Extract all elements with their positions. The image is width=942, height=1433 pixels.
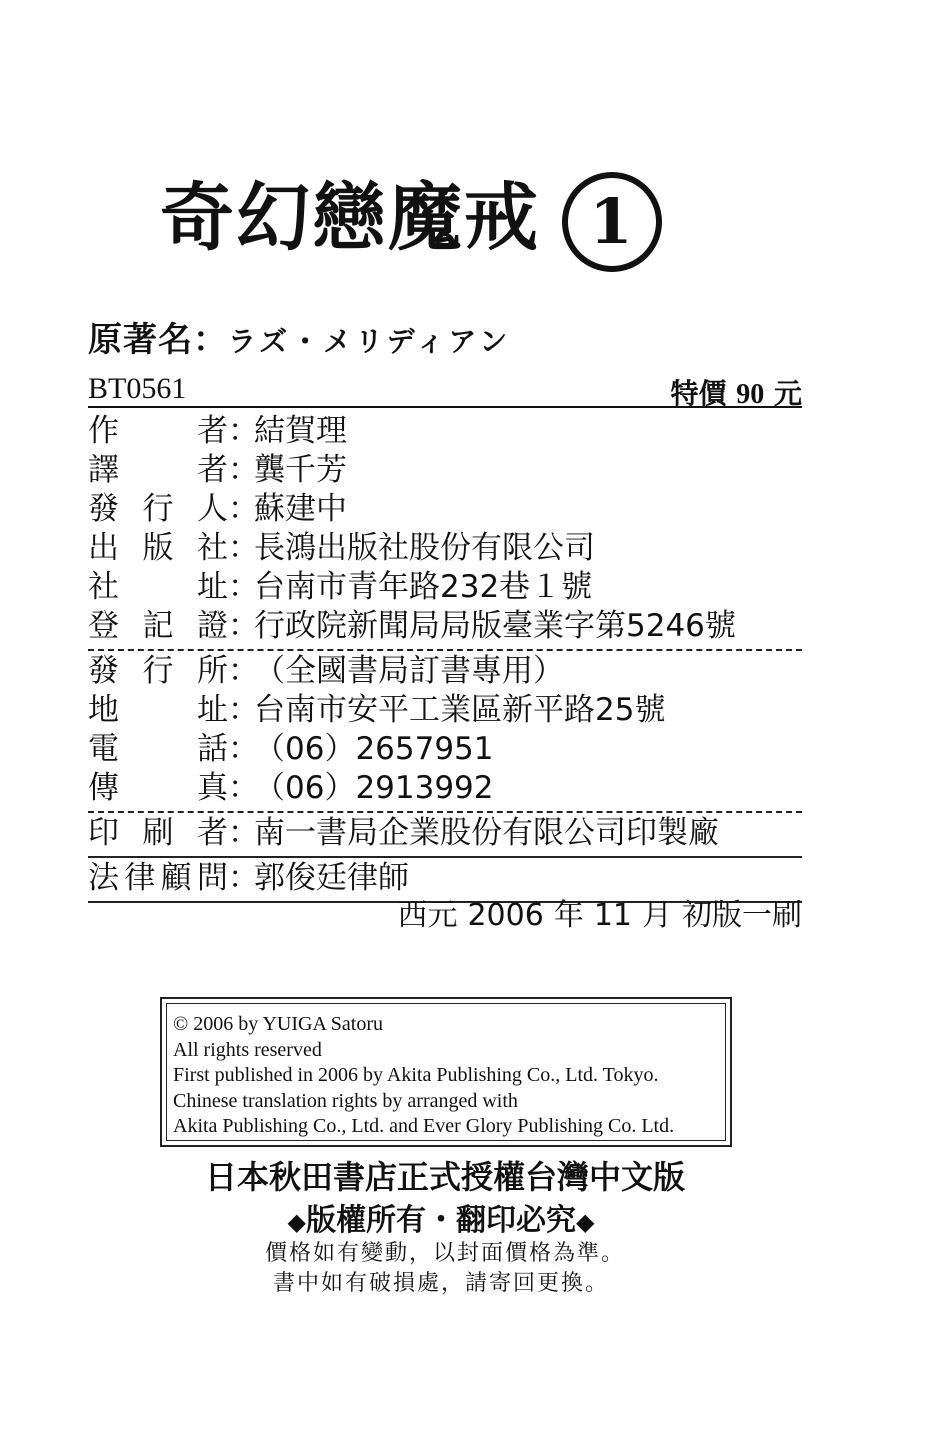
colophon-row: 發 行 所：（全國書局訂書專用）: [88, 653, 564, 689]
volume-number: 1: [562, 172, 662, 272]
row-value: 南一書局企業股份有限公司印製廠: [254, 815, 719, 851]
price-note: 價格如有變動，以封面價格為準。: [264, 1241, 625, 1266]
book-title: [160, 168, 760, 268]
row-label: 社 址: [88, 569, 228, 605]
row-label: 印 刷 者: [88, 815, 228, 851]
copyright-line: All rights reserved: [173, 1038, 322, 1061]
row-label: 地 址: [88, 692, 228, 728]
colophon-row: 電 話：（06）2657951: [88, 731, 494, 767]
colophon-row: 登 記 證：行政院新聞局局版臺業字第5246號: [88, 608, 736, 644]
colophon-table: [88, 412, 802, 904]
row-label: 電 話: [88, 731, 228, 767]
row-value: 長鴻出版社股份有限公司: [254, 530, 595, 566]
divider: [88, 649, 802, 651]
row-value: 行政院新聞局局版臺業字第5246號: [254, 608, 736, 644]
original-title-name: ラズ・メリディアン: [228, 325, 512, 358]
price-unit: 元: [773, 377, 802, 410]
copyright-box: [160, 997, 732, 1147]
rights-statement: [0, 1195, 912, 1239]
row-value: 蘇建中: [254, 491, 347, 527]
date-month: 11: [593, 898, 632, 933]
row-label: 作 者: [88, 413, 228, 449]
copyright-line: Akita Publishing Co., Ltd. and Ever Glory Publishing Co. Ltd.: [173, 1115, 675, 1137]
row-value: 台南市青年路232巷１號: [254, 569, 593, 605]
row-value: 台南市安平工業區新平路25號: [254, 692, 666, 728]
date-month-unit: 月: [642, 898, 672, 933]
book-title-text: 奇幻戀魔戒: [160, 175, 540, 261]
diamond-icon: ◆: [287, 1207, 306, 1236]
authorization-statement: 日本秋田書店正式授權台灣中文版: [204, 1158, 685, 1196]
divider: [88, 856, 802, 858]
publication-date: [387, 890, 802, 934]
row-label: 發 行 所: [88, 653, 228, 689]
copyright-line: Chinese translation rights by arranged with: [173, 1089, 518, 1112]
colophon-row: 地 址：台南市安平工業區新平路25號: [88, 692, 666, 728]
colophon-row: 譯 者：龔千芳: [88, 452, 347, 488]
row-label: 登 記 證: [88, 608, 228, 644]
colophon-row: 發 行 人：蘇建中: [88, 491, 347, 527]
colophon-row: 印 刷 者：南一書局企業股份有限公司印製廠: [88, 815, 719, 851]
colophon-row: 傳 真：（06）2913992: [88, 770, 494, 806]
date-edition: 初版一刷: [682, 898, 802, 933]
row-label: 出 版 社: [88, 530, 228, 566]
row-value: （06）2913992: [254, 770, 494, 806]
price: [670, 372, 802, 412]
colophon-group-distributor: [88, 652, 802, 808]
copyright-line: © 2006 by YUIGA Satoru: [173, 1013, 383, 1035]
row-value: 郭俊廷律師: [254, 860, 409, 896]
colophon-row: 社 址：台南市青年路232巷１號: [88, 569, 593, 605]
row-value: （全國書局訂書專用）: [254, 653, 564, 689]
colophon-group-printer: [88, 814, 802, 853]
price-label: 特價: [670, 377, 727, 410]
copyright-line: First published in 2006 by Akita Publishing Co., Ltd. Tokyo.: [173, 1064, 659, 1086]
colophon-row: 作 者：結賀理: [88, 413, 347, 449]
date-era: 西元: [397, 898, 458, 933]
price-value: 90: [736, 379, 765, 410]
diamond-icon: ◆: [576, 1207, 595, 1236]
row-label: 譯 者: [88, 452, 228, 488]
colophon-row: 法律顧問：郭俊廷律師: [88, 860, 409, 896]
book-code: BT0561: [88, 372, 187, 405]
row-label: 發 行 人: [88, 491, 228, 527]
rights-text: 版權所有・翻印必究: [306, 1203, 576, 1238]
row-value: 龔千芳: [254, 452, 347, 488]
row-label: 傳 真: [88, 770, 228, 806]
row-value: 結賀理: [254, 413, 347, 449]
colophon-group-publisher: [88, 412, 802, 646]
row-label: 法律顧問: [88, 860, 228, 896]
date-year-unit: 年: [553, 898, 584, 933]
original-title-label: 原著名：: [88, 320, 228, 360]
code-price-bar: [88, 372, 802, 408]
copyright-text: [166, 1003, 726, 1141]
date-year: 2006: [467, 898, 544, 933]
colophon-row: 出 版 社：長鴻出版社股份有限公司: [88, 530, 595, 566]
damage-note: 書中如有破損處，請寄回更換。: [272, 1271, 609, 1296]
original-title: [88, 312, 511, 361]
row-value: （06）2657951: [254, 731, 494, 767]
divider: [88, 811, 802, 813]
